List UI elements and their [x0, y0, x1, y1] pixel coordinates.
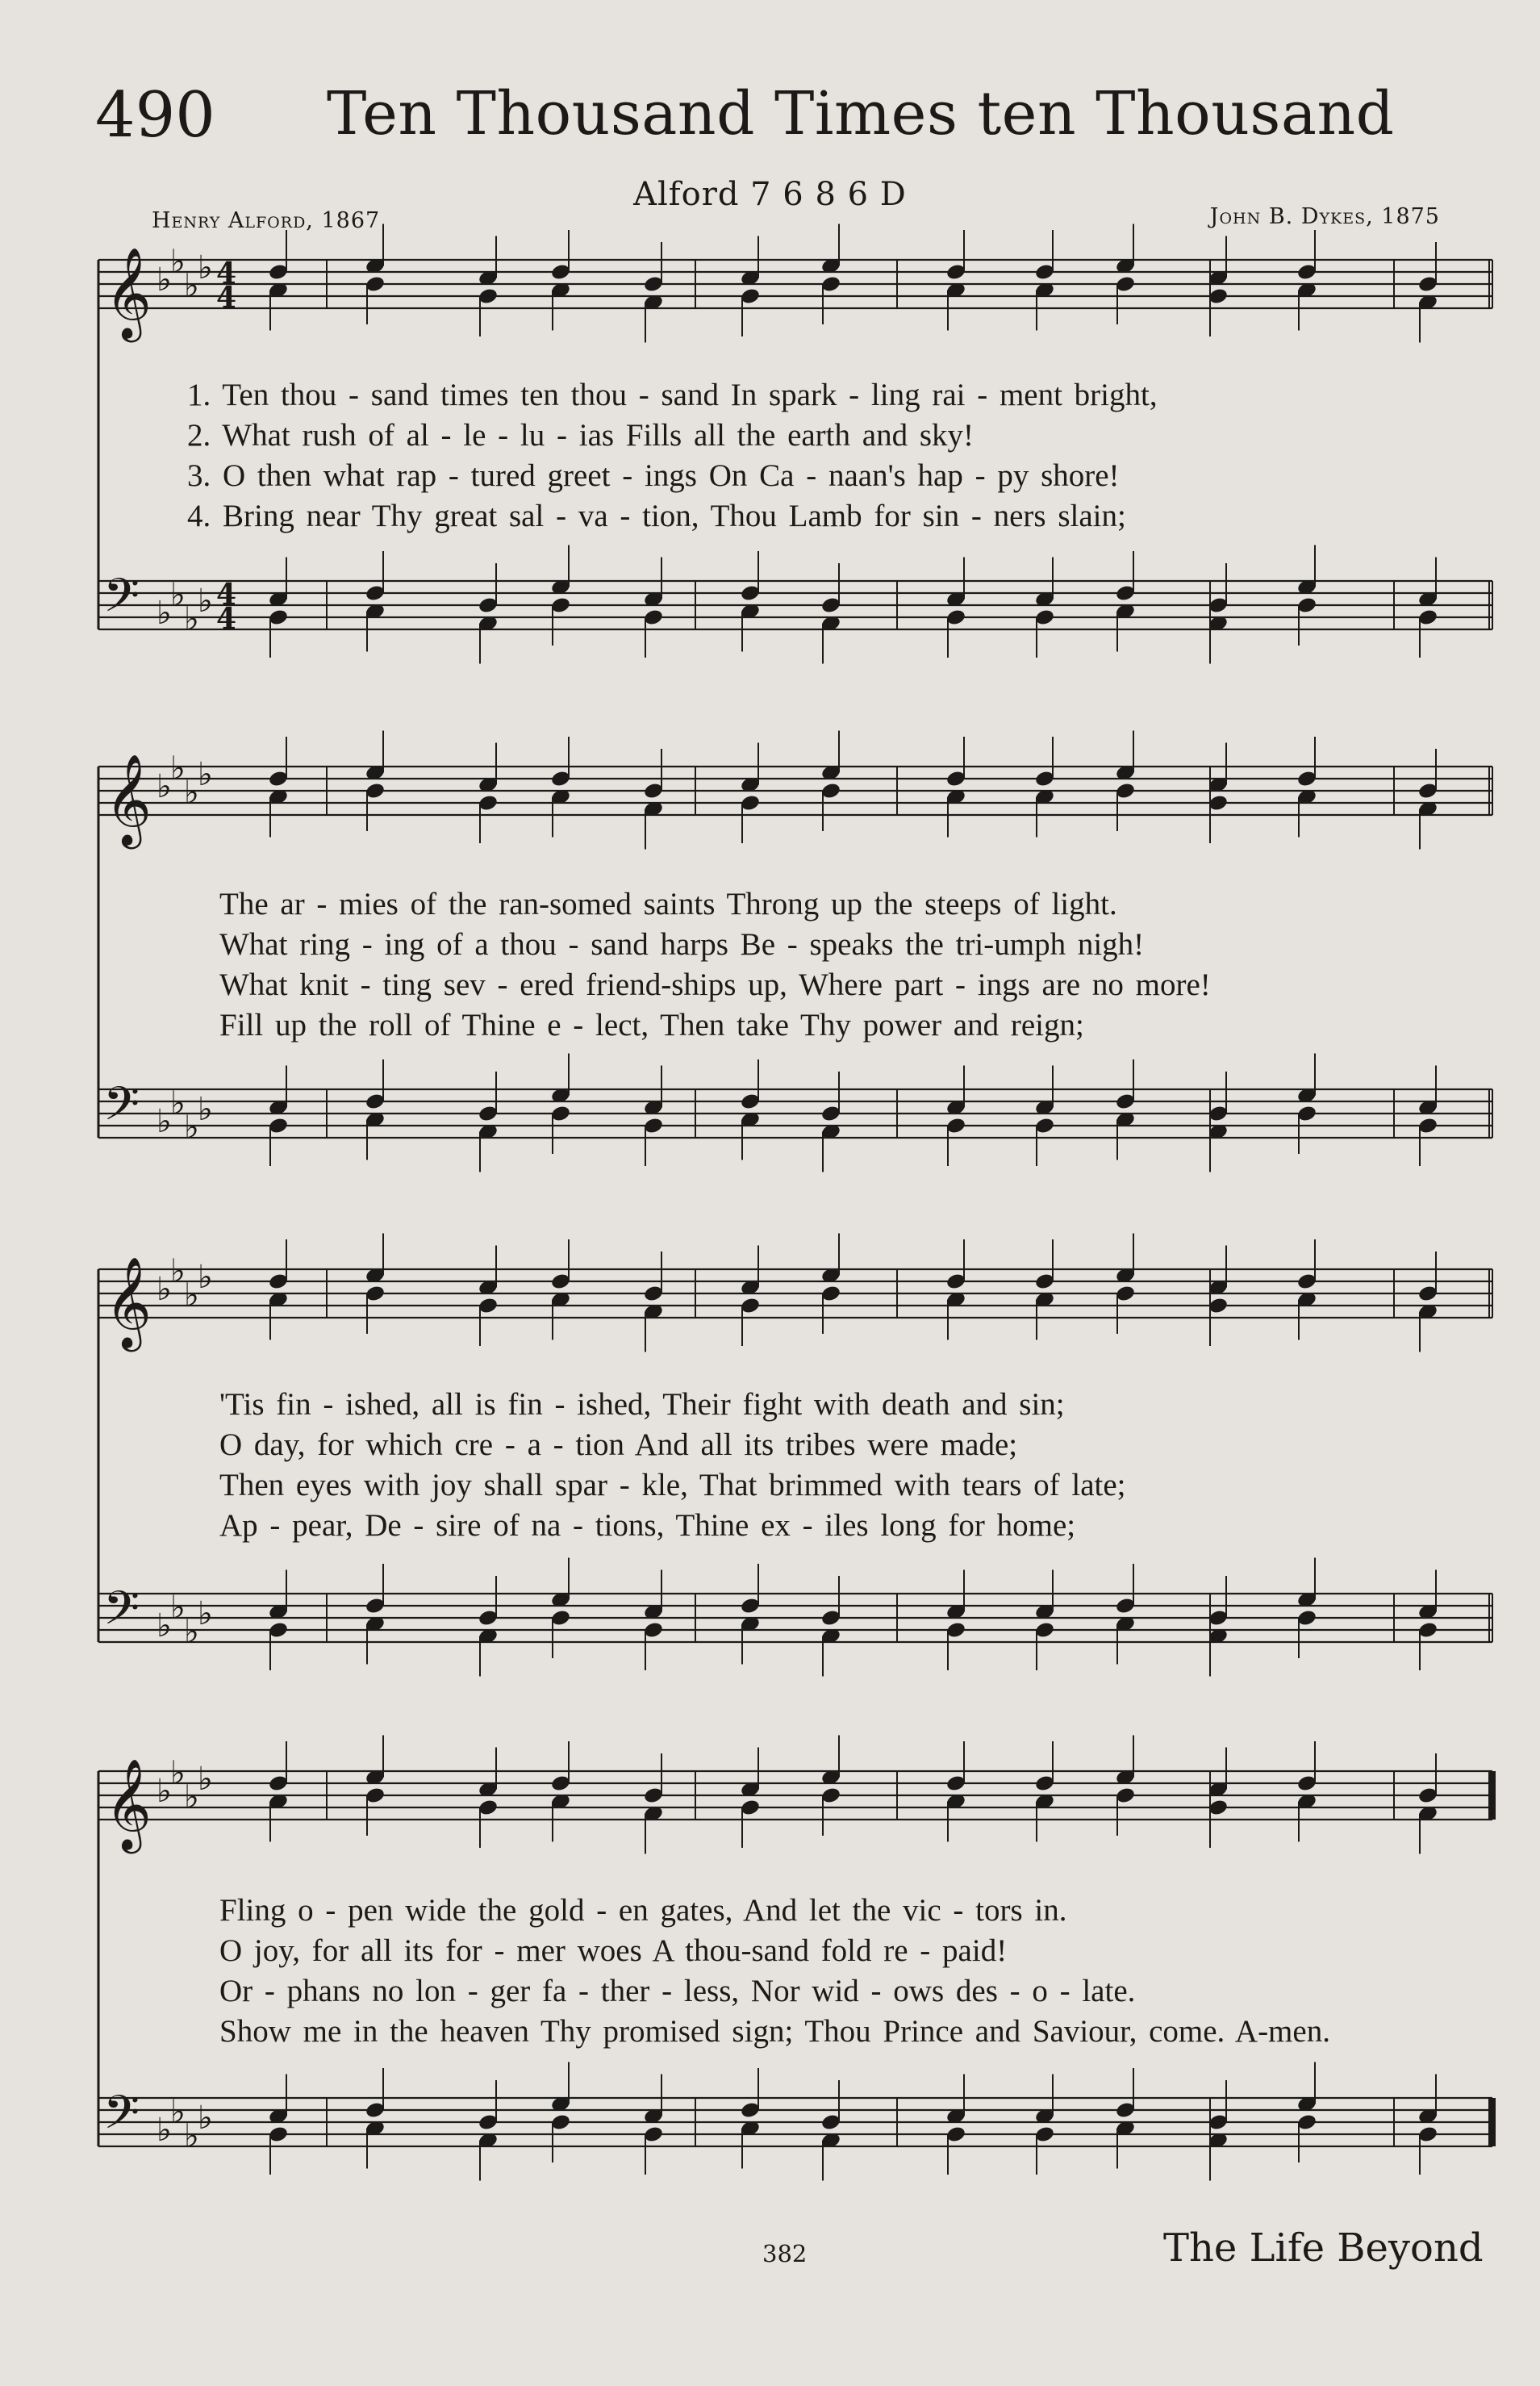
flat-icon: ♭	[170, 1754, 186, 1792]
lyric-line-verse-3: 3. O then what rap - tured greet - ings On Ca - naan's hap - py shore!	[187, 458, 1120, 493]
flat-icon: ♭	[198, 756, 213, 793]
flat-icon: ♭	[184, 1109, 199, 1147]
flat-icon: ♭	[184, 267, 199, 305]
lyric-line-verse-1: 1. Ten thou - sand times ten thou - sand In spark - ling rai - ment bright,	[187, 378, 1158, 412]
flat-icon: ♭	[170, 243, 186, 281]
time-signature: 4	[216, 578, 237, 612]
flat-icon: ♭	[198, 2100, 213, 2137]
flat-icon: ♭	[198, 1259, 213, 1296]
flat-icon: ♭	[184, 1277, 199, 1314]
time-signature: 4	[216, 281, 237, 315]
page-number: 382	[762, 2240, 808, 2267]
lyric-line-verse-1: Fling o - pen wide the gold - en gates, And let the vic - tors in.	[219, 1893, 1067, 1928]
flat-icon: ♭	[184, 2117, 199, 2155]
lyric-line-verse-4: Show me in the heaven Thy promised sign; Thou Prince and Saviour, come. A-men.	[219, 2014, 1330, 2049]
lyric-line-verse-1: The ar - mies of the ran-somed saints Throng up the steeps of light.	[219, 887, 1117, 921]
flat-icon: ♭	[170, 2093, 186, 2131]
treble-clef-icon: 𝄞	[105, 1758, 152, 1850]
time-signature: 4	[216, 602, 237, 636]
flat-icon: ♭	[198, 249, 213, 286]
text-author: Henry Alford, 1867	[152, 208, 381, 233]
flat-icon: ♭	[184, 1778, 199, 1816]
bass-clef-icon: 𝄢	[103, 1581, 140, 1647]
tune-name: Alford 7 6 8 6 D	[633, 176, 907, 213]
treble-clef-icon: 𝄞	[105, 754, 152, 846]
flat-icon: ♭	[170, 576, 186, 614]
lyric-line-verse-2: 2. What rush of al - le - lu - ias Fills all the earth and sky!	[187, 418, 974, 453]
time-signature: 4	[216, 257, 237, 290]
lyric-line-verse-1: 'Tis fin - ished, all is fin - ished, Their fight with death and sin;	[219, 1387, 1065, 1422]
lyric-line-verse-3: Then eyes with joy shall spar - kle, That brimmed with tears of late;	[219, 1468, 1126, 1502]
flat-icon: ♭	[198, 583, 213, 620]
lyric-line-verse-2: O joy, for all its for - mer woes A thou-sand fold re - paid!	[219, 1933, 1008, 1968]
bass-clef-icon: 𝄢	[103, 2085, 140, 2151]
flat-icon: ♭	[184, 600, 199, 638]
flat-icon: ♭	[198, 1761, 213, 1798]
section-name: The Life Beyond	[1163, 2225, 1484, 2271]
flat-icon: ♭	[157, 1103, 172, 1140]
flat-icon: ♭	[170, 750, 186, 788]
lyric-line-verse-4: Fill up the roll of Thine e - lect, Then take Thy power and reign;	[219, 1008, 1084, 1043]
lyric-line-verse-4: 4. Bring near Thy great sal - va - tion, Thou Lamb for sin - ners slain;	[187, 499, 1126, 533]
bass-clef-icon: 𝄢	[103, 568, 140, 634]
hymn-number: 490	[95, 79, 215, 152]
flat-icon: ♭	[157, 1607, 172, 1644]
flat-icon: ♭	[170, 1589, 186, 1627]
flat-icon: ♭	[157, 768, 172, 805]
flat-icon: ♭	[198, 1091, 213, 1128]
lyric-line-verse-3: Or - phans no lon - ger fa - ther - less, Nor wid - ows des - o - late.	[219, 1974, 1136, 2008]
flat-icon: ♭	[184, 774, 199, 812]
flat-icon: ♭	[157, 1271, 172, 1308]
flat-icon: ♭	[184, 1613, 199, 1651]
flat-icon: ♭	[157, 595, 172, 632]
flat-icon: ♭	[157, 1773, 172, 1810]
bass-clef-icon: 𝄢	[103, 1076, 140, 1143]
lyric-line-verse-2: O day, for which cre - a - tion And all its tribes were made;	[219, 1427, 1018, 1462]
hymn-title: Ten Thousand Times ten Thousand	[327, 79, 1395, 148]
flat-icon: ♭	[170, 1084, 186, 1122]
lyric-line-verse-4: Ap - pear, De - sire of na - tions, Thine ex - iles long for home;	[219, 1508, 1076, 1543]
treble-clef-icon: 𝄞	[105, 1256, 152, 1348]
flat-icon: ♭	[157, 261, 172, 299]
lyric-line-verse-2: What ring - ing of a thou - sand harps Be - speaks the tri-umph nigh!	[219, 927, 1145, 962]
lyric-line-verse-3: What knit - ting sev - ered friend-ships up, Where part - ings are no more!	[219, 967, 1211, 1002]
flat-icon: ♭	[157, 2112, 172, 2149]
flat-icon: ♭	[170, 1252, 186, 1290]
treble-clef-icon: 𝄞	[105, 247, 152, 339]
flat-icon: ♭	[198, 1595, 213, 1632]
music-composer: John B. Dykes, 1875	[1209, 204, 1440, 229]
